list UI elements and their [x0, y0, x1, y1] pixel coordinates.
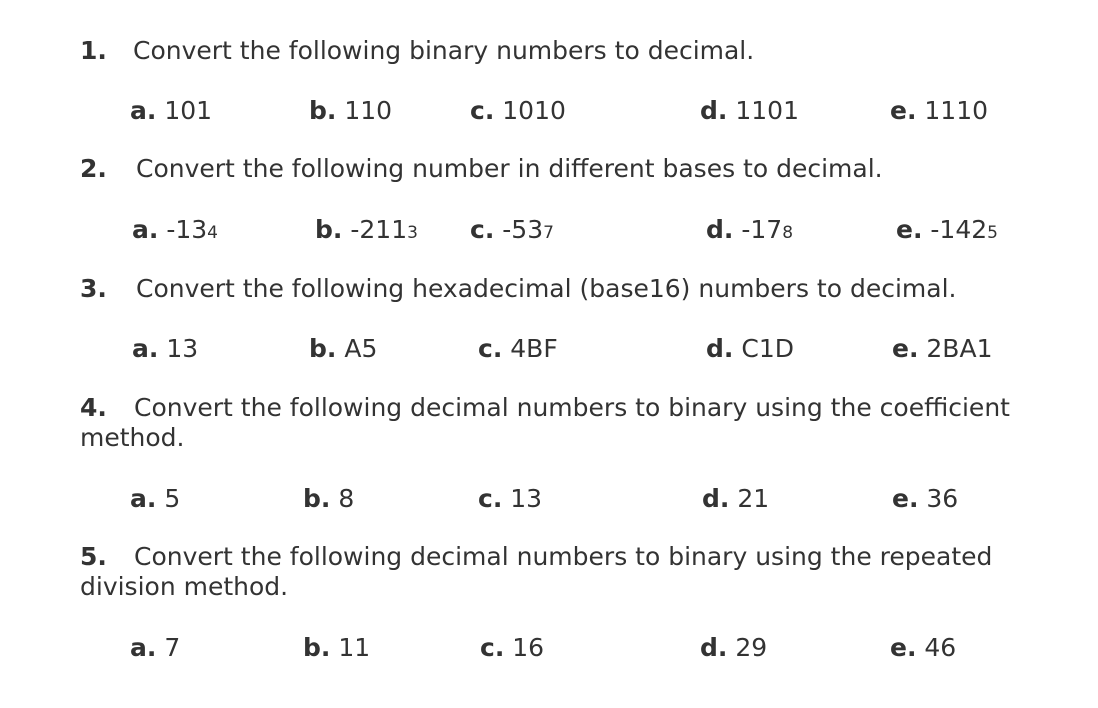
option-label: a. — [130, 96, 157, 125]
option-label: c. — [478, 484, 503, 513]
option-label: a. — [132, 334, 159, 363]
option-value: -13 — [166, 215, 208, 244]
option-value: 29 — [735, 633, 768, 662]
option-d — [706, 215, 793, 248]
option-label: e. — [896, 215, 923, 244]
option-label: d. — [700, 633, 728, 662]
question-5 — [80, 542, 1010, 602]
option-label: c. — [480, 633, 505, 662]
option-label: d. — [706, 215, 734, 244]
option-value: 1010 — [502, 96, 566, 125]
question-text: Convert the following decimal numbers to binary using the repeated division method. — [80, 542, 993, 601]
option-label: a. — [130, 484, 157, 513]
option-a — [130, 484, 180, 514]
option-value: 36 — [926, 484, 959, 513]
option-value: 13 — [166, 334, 199, 363]
option-label: b. — [303, 633, 331, 662]
option-b — [303, 633, 370, 663]
option-label: e. — [890, 96, 917, 125]
option-value: 13 — [510, 484, 543, 513]
option-c — [478, 334, 558, 364]
option-e — [890, 96, 988, 126]
question-text: Convert the following hexadecimal (base16) numbers to decimal. — [136, 274, 957, 303]
option-a — [132, 334, 198, 364]
option-d — [706, 334, 794, 364]
question-number: 1. — [80, 36, 107, 65]
option-label: c. — [470, 215, 495, 244]
question-number: 3. — [80, 274, 107, 303]
option-a — [130, 633, 180, 663]
option-value: -211 — [350, 215, 408, 244]
option-label: b. — [309, 334, 337, 363]
option-label: b. — [315, 215, 343, 244]
option-label: b. — [309, 96, 337, 125]
option-c — [470, 215, 554, 248]
option-label: b. — [303, 484, 331, 513]
question-number: 5. — [80, 542, 107, 571]
option-value: 46 — [924, 633, 957, 662]
option-value: 11 — [338, 633, 371, 662]
question-number: 2. — [80, 154, 107, 183]
option-label: d. — [706, 334, 734, 363]
option-base: 4 — [207, 223, 218, 243]
question-text: Convert the following decimal numbers to binary using the coefficient method. — [80, 393, 1010, 452]
option-e — [892, 484, 958, 514]
option-label: d. — [702, 484, 730, 513]
option-label: c. — [478, 334, 503, 363]
option-label: a. — [130, 633, 157, 662]
option-base: 7 — [543, 223, 554, 243]
option-base: 5 — [987, 223, 998, 243]
option-value: 7 — [164, 633, 181, 662]
question-4 — [80, 393, 1010, 453]
option-value: 5 — [164, 484, 181, 513]
option-value: -53 — [502, 215, 544, 244]
option-b — [303, 484, 354, 514]
question-2 — [80, 154, 883, 184]
question-text: Convert the following binary numbers to decimal. — [133, 36, 755, 65]
question-3 — [80, 274, 956, 304]
option-e — [896, 215, 998, 248]
option-b — [309, 334, 377, 364]
option-d — [702, 484, 769, 514]
option-value: A5 — [344, 334, 378, 363]
option-b — [309, 96, 392, 126]
option-value: C1D — [741, 334, 794, 363]
question-text: Convert the following number in different bases to decimal. — [136, 154, 883, 183]
option-d — [700, 633, 767, 663]
option-label: e. — [890, 633, 917, 662]
option-label: a. — [132, 215, 159, 244]
option-b — [315, 215, 418, 248]
option-value: 4BF — [510, 334, 558, 363]
option-c — [478, 484, 542, 514]
option-c — [480, 633, 544, 663]
option-a — [132, 215, 218, 248]
option-a — [130, 96, 212, 126]
option-value: 2BA1 — [926, 334, 993, 363]
option-value: 1101 — [735, 96, 799, 125]
option-value: 110 — [344, 96, 393, 125]
option-label: d. — [700, 96, 728, 125]
option-value: -142 — [930, 215, 988, 244]
option-value: 21 — [737, 484, 770, 513]
option-label: e. — [892, 334, 919, 363]
option-c — [470, 96, 566, 126]
question-1 — [80, 36, 754, 66]
option-base: 3 — [407, 223, 418, 243]
option-e — [892, 334, 992, 364]
option-value: 101 — [164, 96, 213, 125]
question-number: 4. — [80, 393, 107, 422]
option-value: 8 — [338, 484, 355, 513]
option-label: c. — [470, 96, 495, 125]
option-value: 1110 — [924, 96, 989, 125]
option-value: 16 — [512, 633, 545, 662]
option-e — [890, 633, 956, 663]
option-d — [700, 96, 799, 126]
option-base: 8 — [782, 223, 794, 243]
option-value: -17 — [741, 215, 783, 244]
option-label: e. — [892, 484, 919, 513]
